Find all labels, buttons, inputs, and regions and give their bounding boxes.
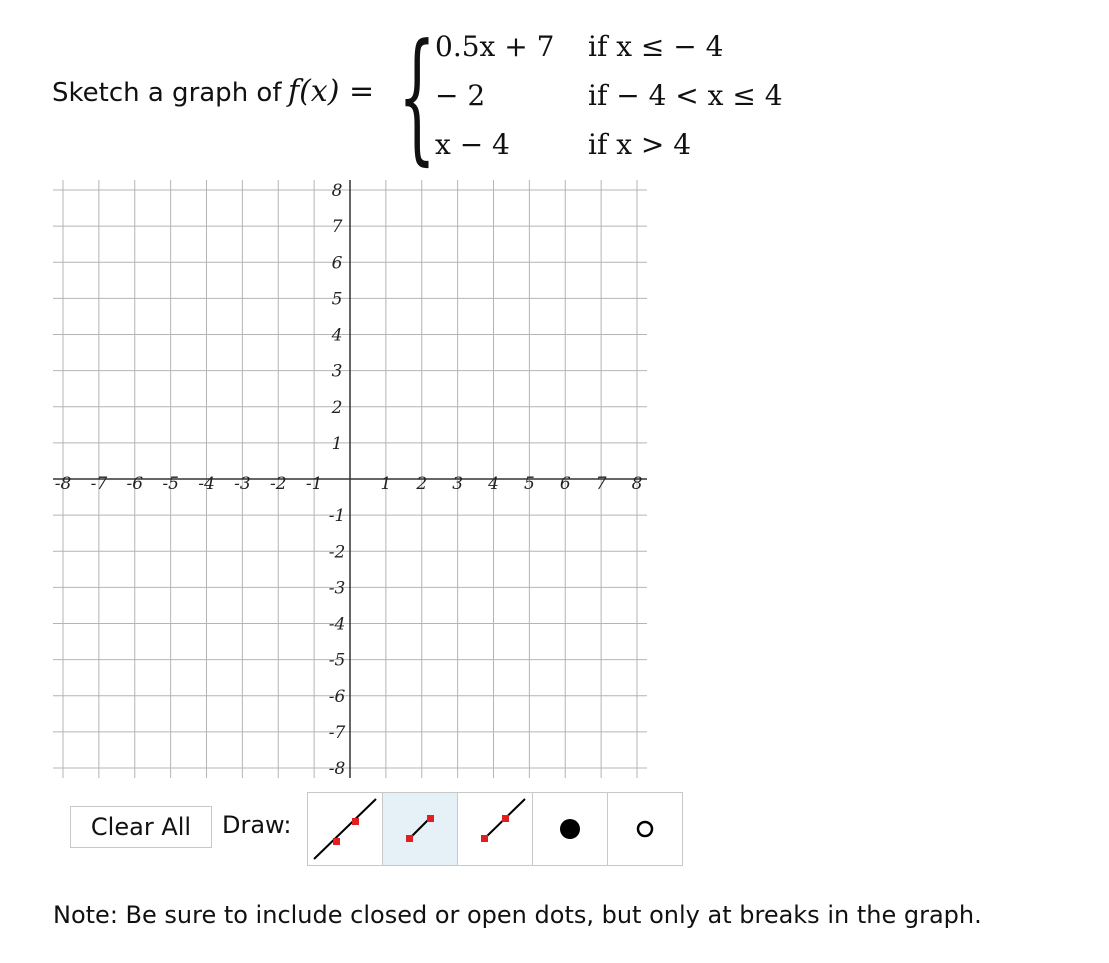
x-tick-label: 2 [416,474,428,494]
clear-all-button[interactable]: Clear All [70,806,212,848]
segment-tool-button[interactable] [382,792,458,866]
y-tick-label: -7 [328,722,346,743]
closed-dot-icon [533,793,607,865]
x-tick-label: 4 [488,474,499,494]
x-tick-label: 3 [452,474,464,494]
ray-tool-button[interactable] [457,792,533,866]
y-tick-label: -5 [328,650,346,671]
x-tick-label: -1 [305,474,323,494]
y-tick-label: 6 [331,253,343,274]
x-tick-label: -3 [234,474,251,494]
y-tick-label: -4 [328,614,346,635]
x-tick-label: -5 [162,474,179,494]
y-tick-label: -3 [328,578,346,599]
function-lhs: f(x) = [288,74,375,109]
y-tick-label: 2 [331,397,343,418]
x-tick-label: 5 [523,474,535,494]
open-dot-tool-button[interactable] [607,792,683,866]
y-tick-label: 5 [331,289,343,310]
line-icon [308,793,382,865]
draw-label: Draw: [222,811,292,839]
draw-toolbar [307,792,682,866]
x-tick-label: 8 [631,474,643,494]
question-prompt: Sketch a graph of [52,78,282,108]
x-tick-label: -4 [198,474,215,494]
piece-1-expression: 0.5x + 7 [435,30,555,63]
piece-2-expression: − 2 [435,79,486,112]
y-tick-label: -2 [328,542,346,563]
y-tick-label: 4 [331,325,343,346]
line-tool-button[interactable] [307,792,383,866]
x-tick-label: 6 [559,474,571,494]
y-tick-label: -6 [328,686,346,707]
y-tick-label: 1 [331,433,343,454]
x-tick-label: -6 [126,474,144,494]
open-dot-icon [608,793,682,865]
x-tick-label: 1 [380,474,392,494]
segment-icon [383,793,457,865]
y-tick-label: 8 [331,181,343,201]
instruction-note: Note: Be sure to include closed or open dots, but only at breaks in the graph. [53,901,982,929]
piecewise-brace: { [398,14,436,179]
piece-3-condition: if x > 4 [588,128,692,161]
piece-2-condition: if − 4 < x ≤ 4 [588,79,783,112]
ray-icon [458,793,532,865]
y-tick-label: -8 [328,759,346,779]
y-tick-label: -1 [328,506,346,527]
x-tick-label: -7 [90,474,108,494]
x-tick-label: -8 [54,474,72,494]
y-tick-label: 3 [331,361,343,382]
closed-dot-tool-button[interactable] [532,792,608,866]
piece-3-expression: x − 4 [435,128,510,161]
x-tick-label: -2 [269,474,287,494]
x-tick-label: 7 [595,474,607,494]
y-tick-label: 7 [331,217,343,238]
piece-1-condition: if x ≤ − 4 [588,30,724,63]
